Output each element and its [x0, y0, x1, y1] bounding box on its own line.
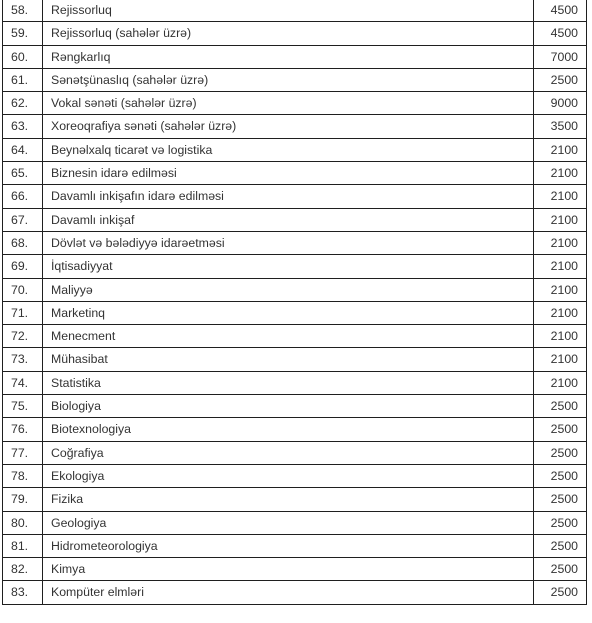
table-body	[3, 0, 587, 604]
program-name: Rəngkarlıq	[43, 45, 534, 68]
program-fee: 2500	[534, 581, 587, 604]
program-name: Fizika	[43, 488, 534, 511]
program-fee-table	[2, 0, 587, 605]
program-fee: 2100	[534, 208, 587, 231]
program-fee: 2100	[534, 348, 587, 371]
table-row	[3, 534, 587, 557]
table-row	[3, 231, 587, 254]
table-row	[3, 348, 587, 371]
program-fee: 3500	[534, 115, 587, 138]
table-row	[3, 325, 587, 348]
row-number: 62.	[3, 92, 43, 115]
table-row	[3, 208, 587, 231]
program-fee: 2500	[534, 511, 587, 534]
program-name: Biznesin idarə edilməsi	[43, 162, 534, 185]
row-number: 76.	[3, 418, 43, 441]
program-fee: 2500	[534, 68, 587, 91]
table-row	[3, 301, 587, 324]
program-name: Rejissorluq (sahələr üzrə)	[43, 22, 534, 45]
program-fee: 2100	[534, 278, 587, 301]
program-fee: 2100	[534, 325, 587, 348]
program-name: Maliyyə	[43, 278, 534, 301]
row-number: 59.	[3, 22, 43, 45]
row-number: 73.	[3, 348, 43, 371]
program-fee: 2500	[534, 395, 587, 418]
row-number: 66.	[3, 185, 43, 208]
row-number: 81.	[3, 534, 43, 557]
program-name: Davamlı inkişaf	[43, 208, 534, 231]
table-row	[3, 581, 587, 604]
program-name: Davamlı inkişafın idarə edilməsi	[43, 185, 534, 208]
document-table-wrapper	[2, 0, 587, 605]
row-number: 74.	[3, 371, 43, 394]
program-name: Marketinq	[43, 301, 534, 324]
row-number: 83.	[3, 581, 43, 604]
row-number: 82.	[3, 558, 43, 581]
row-number: 60.	[3, 45, 43, 68]
table-row	[3, 558, 587, 581]
table-row	[3, 185, 587, 208]
program-name: Coğrafiya	[43, 441, 534, 464]
program-name: Biotexnologiya	[43, 418, 534, 441]
program-name: Menecment	[43, 325, 534, 348]
table-row	[3, 92, 587, 115]
row-number: 63.	[3, 115, 43, 138]
table-row	[3, 464, 587, 487]
row-number: 68.	[3, 231, 43, 254]
program-name: Biologiya	[43, 395, 534, 418]
program-fee: 2500	[534, 558, 587, 581]
program-fee: 2500	[534, 488, 587, 511]
table-row	[3, 115, 587, 138]
table-row	[3, 441, 587, 464]
program-name: Mühasibat	[43, 348, 534, 371]
program-fee: 2100	[534, 231, 587, 254]
program-fee: 4500	[534, 22, 587, 45]
row-number: 77.	[3, 441, 43, 464]
row-number: 65.	[3, 162, 43, 185]
table-row	[3, 511, 587, 534]
table-row	[3, 418, 587, 441]
row-number: 67.	[3, 208, 43, 231]
row-number: 64.	[3, 138, 43, 161]
program-fee: 2100	[534, 185, 587, 208]
program-name: Rejissorluq	[43, 0, 534, 22]
table-row	[3, 0, 587, 22]
program-name: Kompüter elmləri	[43, 581, 534, 604]
program-fee: 2500	[534, 534, 587, 557]
program-fee: 7000	[534, 45, 587, 68]
table-row	[3, 45, 587, 68]
program-fee: 4500	[534, 0, 587, 22]
program-name: Statistika	[43, 371, 534, 394]
row-number: 69.	[3, 255, 43, 278]
program-fee: 2100	[534, 138, 587, 161]
program-name: Dövlət və bələdiyyə idarəetməsi	[43, 231, 534, 254]
table-row	[3, 488, 587, 511]
table-row	[3, 371, 587, 394]
program-name: Hidrometeorologiya	[43, 534, 534, 557]
table-row	[3, 278, 587, 301]
row-number: 79.	[3, 488, 43, 511]
program-name: İqtisadiyyat	[43, 255, 534, 278]
program-fee: 2100	[534, 301, 587, 324]
program-fee: 2100	[534, 255, 587, 278]
table-row	[3, 138, 587, 161]
table-row	[3, 255, 587, 278]
row-number: 75.	[3, 395, 43, 418]
program-fee: 2500	[534, 418, 587, 441]
row-number: 71.	[3, 301, 43, 324]
program-name: Kimya	[43, 558, 534, 581]
program-name: Sənətşünaslıq (sahələr üzrə)	[43, 68, 534, 91]
program-name: Beynəlxalq ticarət və logistika	[43, 138, 534, 161]
program-name: Xoreoqrafiya sənəti (sahələr üzrə)	[43, 115, 534, 138]
table-row	[3, 395, 587, 418]
program-name: Ekologiya	[43, 464, 534, 487]
row-number: 80.	[3, 511, 43, 534]
row-number: 58.	[3, 0, 43, 22]
table-row	[3, 68, 587, 91]
table-row	[3, 162, 587, 185]
row-number: 61.	[3, 68, 43, 91]
program-fee: 2100	[534, 371, 587, 394]
row-number: 70.	[3, 278, 43, 301]
program-fee: 2100	[534, 162, 587, 185]
program-fee: 2500	[534, 441, 587, 464]
program-fee: 2500	[534, 464, 587, 487]
program-name: Vokal sənəti (sahələr üzrə)	[43, 92, 534, 115]
table-row	[3, 22, 587, 45]
program-name: Geologiya	[43, 511, 534, 534]
program-fee: 9000	[534, 92, 587, 115]
row-number: 72.	[3, 325, 43, 348]
row-number: 78.	[3, 464, 43, 487]
